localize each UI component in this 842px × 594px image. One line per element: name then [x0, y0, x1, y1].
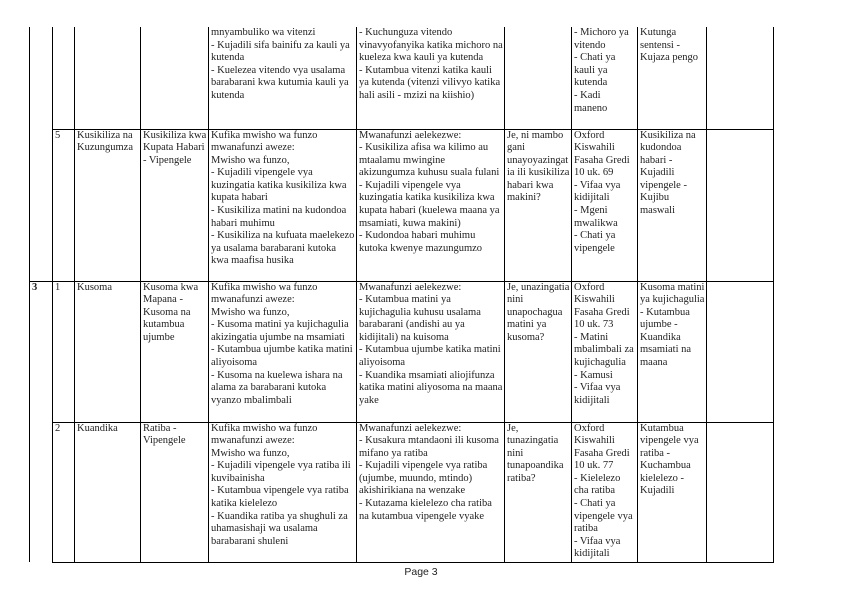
assessment-cell: Kusoma matini ya kujichagulia - Kutambua ujumbe - Kuandika msamiati na maana: [638, 281, 707, 422]
scheme-of-work-table: [29, 27, 774, 563]
outcomes-cell: Kufika mwisho wa funzo mwanafunzi aweze: Mwisho wa funzo, - Kujadili vipengele vya ratiba ili kuvibainisha - Kutambua vipengele vya ratiba katika kielelezo - Kuandika ratiba ya shughuli za uhamasishaji wa usalama barabarani shuleni: [209, 422, 357, 562]
outcomes-cell: Kufika mwisho wa funzo mwanafunzi aweze: Mwisho wa funzo, - Kujadili vipengele vya kuzingatia katika kusikiliza kwa kupata habari - Kusikiliza matini na kudondoa habari muhimu - Kusikiliza na kufuata maelekezo ya usalama barabarani kutoka kwa maafisa husika: [209, 129, 357, 281]
table-row: [30, 27, 774, 129]
substrand-cell: Ratiba - Vipengele: [141, 422, 209, 562]
substrand-cell: [141, 27, 209, 129]
remarks-cell: [707, 281, 774, 422]
week-cell: 3: [30, 281, 53, 422]
strand-cell: Kusikiliza na Kuzungumza: [75, 129, 141, 281]
strand-cell: [75, 27, 141, 129]
lesson-cell: 1: [53, 281, 75, 422]
outcomes-cell: mnyambuliko wa vitenzi - Kujadili sifa bainifu za kauli ya kutenda - Kuelezea vitendo vya usalama barabarani kwa kutumia kauli ya kutenda: [209, 27, 357, 129]
strand-cell: Kuandika: [75, 422, 141, 562]
activities-cell: Mwanafunzi aelekezwe: - Kusakura mtandaoni ili kusoma mifano ya ratiba - Kujadili vipengele vya ratiba (ujumbe, muundo, mtindo) akishirikiana na wenzake - Kutazama kielelezo cha ratiba na kutambua vipengele vyake: [357, 422, 505, 562]
activities-cell: Mwanafunzi aelekezwe: - Kutambua matini ya kujichagulia kuhusu usalama barabarani (andishi au ya kidijitali) na kuisoma - Kutambua ujumbe katika matini aliyoisoma - Kuandika msamiati aliojifunza katika matini aliyosoma na maana yake: [357, 281, 505, 422]
resources-cell: Oxford Kiswahili Fasaha Gredi 10 uk. 73 - Matini mbalimbali za kujichagulia - Kamusi - Vifaa vya kidijitali: [572, 281, 638, 422]
week-cell: [30, 27, 53, 129]
week-cell: [30, 422, 53, 562]
resources-cell: - Michoro ya vitendo - Chati ya kauli ya kutenda - Kadi maneno: [572, 27, 638, 129]
table-row: [30, 281, 774, 422]
resources-cell: Oxford Kiswahili Fasaha Gredi 10 uk. 69 - Vifaa vya kidijitali - Mgeni mwalikwa - Chati ya vipengele: [572, 129, 638, 281]
table-row: [30, 422, 774, 562]
remarks-cell: [707, 422, 774, 562]
assessment-cell: Kutunga sentensi - Kujaza pengo: [638, 27, 707, 129]
substrand-cell: Kusoma kwa Mapana - Kusoma na kutambua ujumbe: [141, 281, 209, 422]
activities-cell: Mwanafunzi aelekezwe: - Kusikiliza afisa wa kilimo au mtaalamu mwingine akizungumza kuhusu suala fulani - Kujadili vipengele vya kuzingatia katika kusikiliza kwa kupata habari (kuelewa maana ya msamiati, kuwa makini) - Kudondoa habari muhimu kutoka kwenye mazungumzo: [357, 129, 505, 281]
week-cell: [30, 129, 53, 281]
activities-cell: - Kuchunguza vitendo vinavyofanyika katika michoro na kueleza kwa kauli ya kutenda - Kutambua vitenzi katika kauli ya kutenda (vitenzi vilivyo katika hali asili - mzizi na kiishio): [357, 27, 505, 129]
question-cell: Je, unazingatia nini unapochagua matini ya kusoma?: [505, 281, 572, 422]
table-row: [30, 129, 774, 281]
lesson-cell: [53, 27, 75, 129]
question-cell: Je, ni mambo gani unayoyazingatia ili kusikiliza habari kwa makini?: [505, 129, 572, 281]
question-cell: [505, 27, 572, 129]
page-number: Page 3: [404, 566, 438, 578]
lesson-cell: 5: [53, 129, 75, 281]
resources-cell: Oxford Kiswahili Fasaha Gredi 10 uk. 77 - Kielelezo cha ratiba - Chati ya vipengele vya ratiba - Vifaa vya kidijitali: [572, 422, 638, 562]
substrand-cell: Kusikiliza kwa Kupata Habari - Vipengele: [141, 129, 209, 281]
remarks-cell: [707, 27, 774, 129]
lesson-cell: 2: [53, 422, 75, 562]
question-cell: Je, tunazingatia nini tunapoandika ratiba?: [505, 422, 572, 562]
assessment-cell: Kusikiliza na kudondoa habari - Kujadili vipengele - Kujibu maswali: [638, 129, 707, 281]
outcomes-cell: Kufika mwisho wa funzo mwanafunzi aweze: Mwisho wa funzo, - Kusoma matini ya kujichagulia akizingatia ujumbe na msamiati - Kutambua ujumbe katika matini aliyoisoma - Kusoma na kuelewa ishara na alama za barabarani kutoka vyanzo mbalimbali: [209, 281, 357, 422]
remarks-cell: [707, 129, 774, 281]
strand-cell: Kusoma: [75, 281, 141, 422]
assessment-cell: Kutambua vipengele vya ratiba - Kuchambua kielelezo - Kujadili: [638, 422, 707, 562]
